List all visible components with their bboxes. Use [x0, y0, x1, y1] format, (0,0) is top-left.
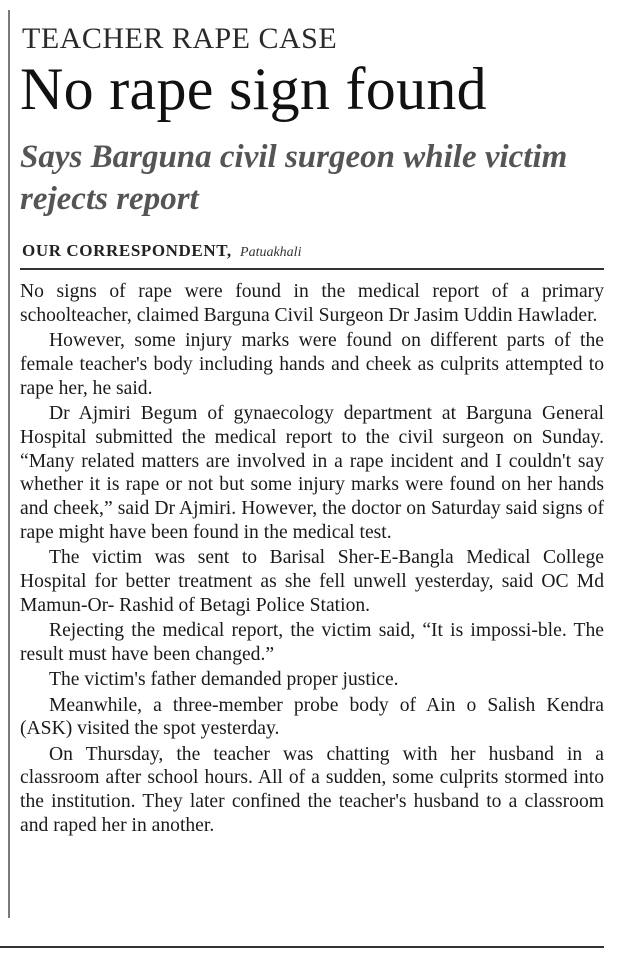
paragraph: No signs of rape were found in the medical report of a primary schoolteacher, claimed Barguna Civil Surgeon Dr Jasim Uddin Hawlader. [20, 281, 604, 326]
paragraph: On Thursday, the teacher was chatting with her husband in a classroom after school hours. All of a sudden, some culprits stormed into the institution. They later confined the teacher's husband to a classroom and raped her in another. [20, 743, 604, 837]
paragraph: The victim's father demanded proper justice. [49, 669, 399, 691]
article-headline: No rape sign found [20, 56, 487, 122]
paragraph: Rejecting the medical report, the victim said, “It is impossi-ble. The result must have been changed.” [20, 620, 604, 665]
byline-location: Patuakhali [240, 245, 302, 260]
article-body [20, 280, 604, 839]
byline [22, 241, 301, 261]
paragraph: Meanwhile, a three-member probe body of Ain o Salish Kendra (ASK) visited the spot yesterday. [20, 694, 604, 740]
footer-rule [0, 946, 604, 948]
article-subheadline: Says Barguna civil surgeon while victim rejects report [20, 139, 568, 217]
paragraph: However, some injury marks were found on different parts of the female teacher's body including hands and cheek as culprits attempted to rape her, he said. [20, 330, 604, 399]
byline-author: OUR CORRESPONDENT, [22, 241, 232, 260]
column-divider-left [8, 10, 10, 918]
paragraph: The victim was sent to Barisal Sher-E-Bangla Medical College Hospital for better treatment as she fell unwell yesterday, said OC Md Mamun-Or- Rashid of Betagi Police Station. [20, 547, 604, 616]
paragraph: Dr Ajmiri Begum of gynaecology department at Barguna General Hospital submitted the medical report to the civil surgeon on Sunday. “Many related matters are involved in a rape incident and I couldn't say whether it is rape or not but some injury marks were found on her hands and cheek,” said Dr Ajmiri. However, the doctor on Saturday said signs of rape might have been found in the medical test. [20, 402, 604, 543]
article-kicker: TEACHER RAPE CASE [22, 22, 338, 55]
header-rule [20, 268, 604, 270]
